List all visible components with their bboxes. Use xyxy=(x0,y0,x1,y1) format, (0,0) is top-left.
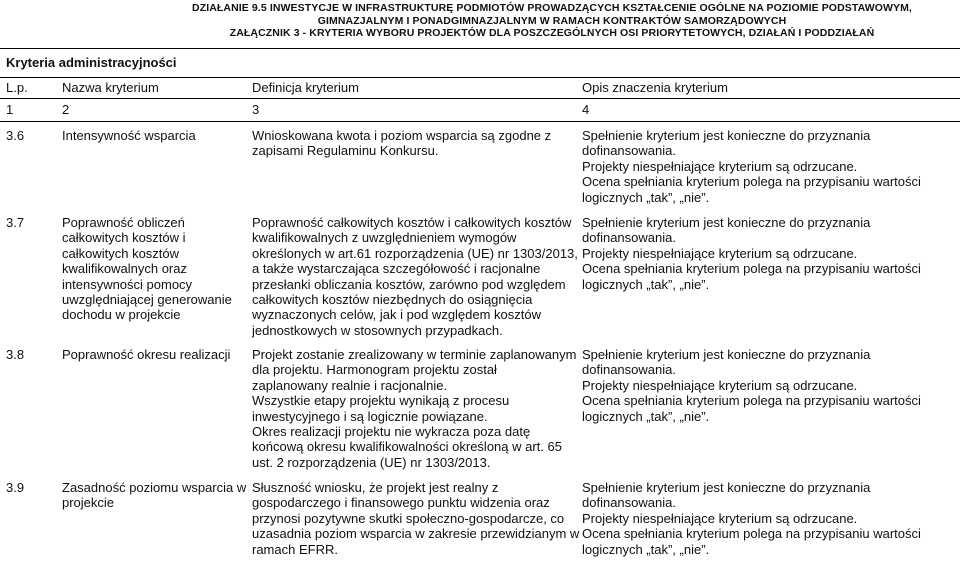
col-number: 1 xyxy=(6,102,14,117)
header-definition: Definicja kryterium xyxy=(252,80,359,95)
row-lp: 3.9 xyxy=(6,480,25,495)
row-lp: 3.7 xyxy=(6,215,25,230)
row-description: Spełnienie kryterium jest konieczne do przyznania dofinansowania. Projekty niespełniające kryterium są odrzucane. Ocena spełniania kryterium polega na przypisaniu wartości logicznych „tak”, „nie”. xyxy=(582,480,921,557)
row-definition: Wnioskowana kwota i poziom wsparcia są zgodne z zapisami Regulaminu Konkursu. xyxy=(252,128,552,159)
row-name: Poprawność obliczeń całkowitych kosztów i całkowitych kosztów kwalifikowalnych oraz intensywności pomocy uwzględniającej generowanie dochodu w projekcie xyxy=(62,215,232,323)
document-header xyxy=(152,2,952,40)
row-lp: 3.6 xyxy=(6,128,25,143)
col-number: 3 xyxy=(252,102,260,117)
row-definition: Projekt zostanie zrealizowany w terminie zaplanowanym dla projektu. Harmonogram projektu został zaplanowany realnie i racjonalnie. Wszystkie etapy projektu wynikają z procesu inwestycyjnego i są logicznie powiązane. Okres realizacji projektu nie wykracza poza datę końcową okresu kwalifikowalności określoną w art. 65 ust. 2 rozporządzenia (UE) nr 1303/2013. xyxy=(252,347,577,470)
row-lp: 3.8 xyxy=(6,347,25,362)
row-definition: Poprawność całkowitych kosztów i całkowitych kosztów kwalifikowalnych z uwzględnieniem wymogów określonych w art.61 rozporządzenia (UE) nr 1303/2013, a także wystarczająca szczegółowość i racjonalne przesłanki obliczania kosztów, zarówno pod względem całkowitych kosztów niezbędnych do osiągnięcia wyznaczonych celów, jak i pod względem kosztów jednostkowych w stosownych przypadkach. xyxy=(252,215,578,338)
header-name: Nazwa kryterium xyxy=(62,80,159,95)
header-line-3: ZAŁĄCZNIK 3 - KRYTERIA WYBORU PROJEKTÓW DLA POSZCZEGÓLNYCH OSI PRIORYTETOWYCH, DZIAŁAŃ I PODDZIAŁAŃ xyxy=(229,27,875,40)
col-number: 2 xyxy=(62,102,70,117)
section-title: Kryteria administracyjności xyxy=(6,55,177,70)
table-row xyxy=(0,343,960,473)
row-description: Spełnienie kryterium jest konieczne do przyznania dofinansowania. Projekty niespełniające kryterium są odrzucane. Ocena spełniania kryterium polega na przypisaniu wartości logicznych „tak”, „nie”. xyxy=(582,215,921,292)
section-title-bar xyxy=(0,48,960,78)
table-row xyxy=(0,474,960,563)
table-row xyxy=(0,209,960,341)
row-description: Spełnienie kryterium jest konieczne do przyznania dofinansowania. Projekty niespełniające kryterium są odrzucane. Ocena spełniania kryterium polega na przypisaniu wartości logicznych „tak”, „nie”. xyxy=(582,347,921,424)
table-number-row xyxy=(0,99,960,122)
row-definition: Słuszność wniosku, że projekt jest realny z gospodarczego i finansowego punktu widzenia oraz przynosi pozytywne skutki społeczno-gospodarcze, co uzasadnia poziom wsparcia w zakresie przewidzianym w ramach EFRR. xyxy=(252,480,580,557)
table-row xyxy=(0,122,960,207)
row-name: Poprawność okresu realizacji xyxy=(62,347,231,362)
row-description: Spełnienie kryterium jest konieczne do przyznania dofinansowania. Projekty niespełniające kryterium są odrzucane. Ocena spełniania kryterium polega na przypisaniu wartości logicznych „tak”, „nie”. xyxy=(582,128,921,205)
row-name: Zasadność poziomu wsparcia w projekcie xyxy=(62,480,247,511)
table-header-row xyxy=(0,77,960,99)
header-lp: L.p. xyxy=(6,80,28,95)
row-name: Intensywność wsparcia xyxy=(62,128,196,143)
header-line-2: GIMNAZJALNYM I PONADGIMNAZJALNYM W RAMACH KONTRAKTÓW SAMORZĄDOWYCH xyxy=(317,14,787,27)
header-line-1: DZIAŁANIE 9.5 INWESTYCJE W INFRASTRUKTURĘ PODMIOTÓW PROWADZĄCYCH KSZTAŁCENIE OGÓLNE NA POZIOMIE PODSTAWOWYM, xyxy=(192,2,912,14)
col-number: 4 xyxy=(582,102,590,117)
header-description: Opis znaczenia kryterium xyxy=(582,80,728,95)
